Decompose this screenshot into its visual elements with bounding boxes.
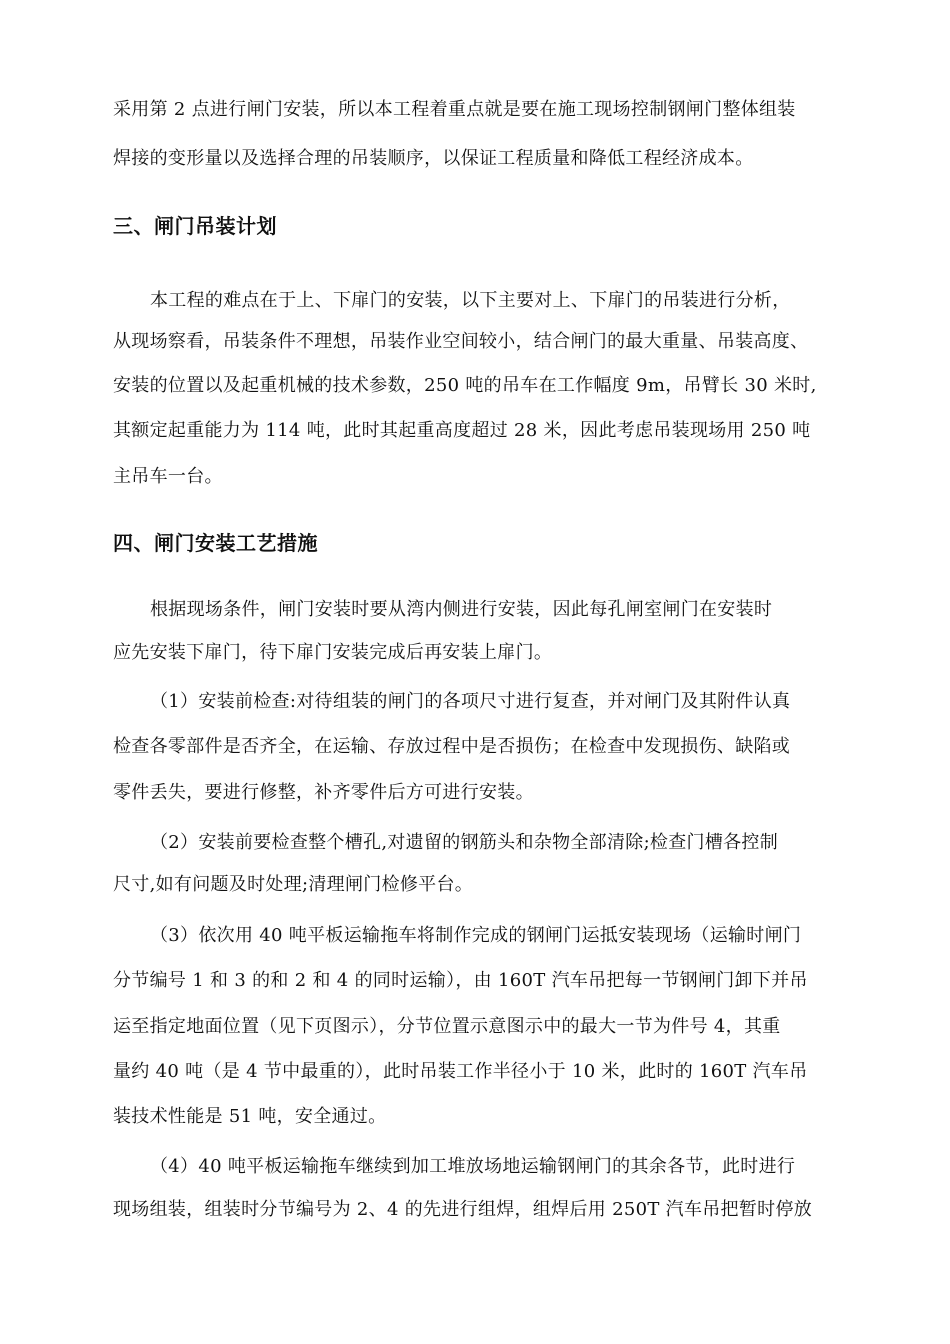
section-4-line: 现场组装，组装时分节编号为 2、4 的先进行组焊，组焊后用 250T 汽车吊把暂时停放 xyxy=(113,1199,813,1220)
section-4-line: 检查各零部件是否齐全，在运输、存放过程中是否损伤；在检查中发现损伤、缺陷或 xyxy=(113,736,791,757)
section-4-line: 运至指定地面位置（见下页图示），分节位置示意图示中的最大一节为件号 4，其重 xyxy=(113,1016,781,1037)
section-4-heading: 四、闸门安装工艺措施 xyxy=(113,531,318,555)
section-4-line: （2）安装前要检查整个槽孔,对遗留的钢筋头和杂物全部清除;检查门槽各控制 xyxy=(150,832,779,853)
intro-line: 采用第 2 点进行闸门安装，所以本工程着重点就是要在施工现场控制钢闸门整体组装 xyxy=(113,99,796,120)
section-4-line: 分节编号 1 和 3 的和 2 和 4 的同时运输），由 160T 汽车吊把每一节钢闸门卸下并吊 xyxy=(113,970,808,991)
section-4-line: 量约 40 吨（是 4 节中最重的），此时吊装工作半径小于 10 米，此时的 160T 汽车吊 xyxy=(113,1061,808,1082)
section-4-line: 装技术性能是 51 吨，安全通过。 xyxy=(113,1106,387,1127)
section-3-line: 从现场察看，吊装条件不理想，吊装作业空间较小，结合闸门的最大重量、吊装高度、 xyxy=(113,331,809,352)
section-3-heading: 三、闸门吊装计划 xyxy=(113,214,277,238)
section-4-line: （4）40 吨平板运输拖车继续到加工堆放场地运输钢闸门的其余各节，此时进行 xyxy=(150,1156,796,1177)
section-4-line: （1）安装前检查:对待组装的闸门的各项尺寸进行复查，并对闸门及其附件认真 xyxy=(150,691,791,712)
section-3-line: 其额定起重能力为 114 吨，此时其起重高度超过 28 米，因此考虑吊装现场用 250 吨 xyxy=(113,420,811,441)
section-3-line: 本工程的难点在于上、下扉门的安装，以下主要对上、下扉门的吊装进行分析， xyxy=(150,290,791,311)
section-4-line: （3）依次用 40 吨平板运输拖车将制作完成的钢闸门运抵安装现场（运输时闸门 xyxy=(150,925,802,946)
section-3-line: 安装的位置以及起重机械的技术参数，250 吨的吊车在工作幅度 9m，吊臂长 30 米时, xyxy=(113,375,817,396)
section-4-line: 应先安装下扉门，待下扉门安装完成后再安装上扉门。 xyxy=(113,642,553,663)
section-4-line: 尺寸,如有问题及时处理;清理闸门检修平台。 xyxy=(113,874,474,895)
intro-line: 焊接的变形量以及选择合理的吊装顺序，以保证工程质量和降低工程经济成本。 xyxy=(113,148,754,169)
section-4-line: 根据现场条件，闸门安装时要从湾内侧进行安装，因此每孔闸室闸门在安装时 xyxy=(150,599,773,620)
section-3-line: 主吊车一台。 xyxy=(113,466,223,487)
section-4-line: 零件丢失，要进行修整，补齐零件后方可进行安装。 xyxy=(113,782,534,803)
